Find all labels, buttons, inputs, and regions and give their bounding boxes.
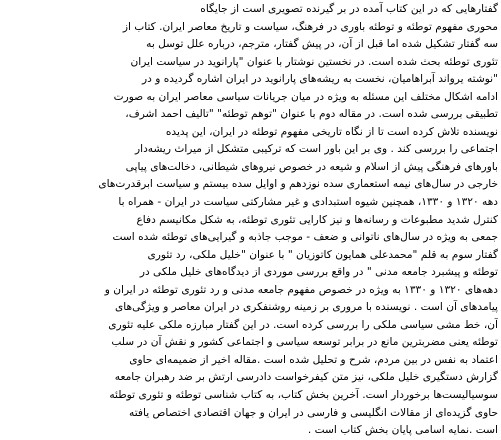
text-line: است .نمایه اسامی پایان بخش کتاب است . (307, 424, 498, 437)
text-line: تئوری توطئه بحث شده است. در نخستین نوشتار با عنوان "پارانوید در سیاست ایران (130, 55, 498, 68)
text-line: "نوشته یرواند آبراهامیان، نخست به ریشه‌های پارانوید در ایران اشاره گردیده و در (142, 73, 498, 86)
text-line: اعتماد به نفس در بین مردم، شرح و تحلیل شده است .مقاله اخیر از ضمیمه‌ای حاوی (129, 353, 498, 366)
text-line: ادامه اشکال مختلف این مسئله به ویژه در میان جریانات سیاسی معاصر ایران به صورت (113, 90, 498, 103)
text-line: دهه‌های ۱۳۲۰ و ۱۳۳۰ به ویژه در خصوص مفهوم جامعه مدنی و رد تئوری توطئه در ایران و (104, 283, 498, 296)
text-line: گفتارهایی که در این کتاب آمده در بر گیرنده تصویری است از جایگاه (200, 3, 498, 15)
text-line: توطئه و پیشبرد جامعه مدنی " در واقع بررسی موردی از دیدگاه‌های خلیل ملکی در (139, 266, 498, 279)
text-line: توطئه یعنی مضربترین مانع در برابر توسعه سیاسی و اجتماعی کشور و نقش آن در سلب (111, 336, 498, 349)
text-line: خارجی در سال‌های نیمه استعماری سده نوزدهم و اوایل سده بیستم و سیاست ابرقدرت‌های (98, 178, 498, 191)
text-line: حاوی گزیده‌ای از مقالات انگلیسی و فارسی در ایران و جهان اقتصادی اختصاص یافته (129, 406, 498, 419)
text-line: گفتار سوم به قلم "محمدعلی همایون کاتوزیان " با عنوان "خلیل ملکی، رد تئوری (147, 248, 498, 261)
body-paragraph (3, 1, 498, 440)
text-line: اجتماعی را بررسی کند . وی بر این باور است که ترکیبی متشکل از میراث ریشه‌دار (135, 143, 498, 156)
text-line: جمعی به ویژه در سال‌های ناتوانی و ضعف - موجب جاذبه و گیرایی‌های توطئه شده است (112, 231, 498, 244)
text-line: باورهای فرهنگی پیش از اسلام و شیعه در خصوص نیروهای شیطانی، دخالت‌های پیاپی (125, 160, 498, 173)
text-line: تطبیقی بررسی شده است. در مقاله دوم با عنوان "توهم توطئه" "تالیف احمد اشرف، (125, 108, 498, 121)
text-line: محوری مفهوم توطئه و توطئه باوری در فرهنگ، سیاست و تاریخ معاصر ایران. کتاب از (122, 20, 498, 33)
text-line: آن، خط مشی سیاسی ملکی را بررسی کرده است. در این گفتار مبارزه ملکی علیه تئوری (108, 318, 498, 331)
text-line: سوسیالیست‌ها برخوردار است. آخرین بخش کتاب، به کتاب شناسی توطئه و تئوری توطئه (109, 389, 498, 402)
text-line: دهه ۱۳۲۰ و ۱۳۳۰، همچنین شیوه استبدادی و غیر مشارکتی سیاست در ایران - همراه با (118, 196, 498, 209)
text-line: پیامدهای آن است . نویسنده با مروری بر زمینه روشنفکری در ایران معاصر و ویژگی‌های (115, 301, 498, 314)
text-line: نویسنده تلاش کرده است تا از نگاه تاریخی مفهوم توطئه در ایران، این پدیده (165, 125, 498, 138)
text-line: گزارش دستگیری خلیل ملکی، نیز متن کیفرخواست دادرسی ارتش بر ضد رهبران جامعه (114, 371, 498, 384)
text-line: کنترل شدید مطبوعات و رسانه‌ها و نیز کارایی تئوری توطئه، به شکل مکانیسم دفاع (136, 213, 498, 226)
text-line: سه گفتار تشکیل شده اما قبل از آن، در پیش گفتار، مترجم، درباره علل توسل به (146, 38, 498, 51)
